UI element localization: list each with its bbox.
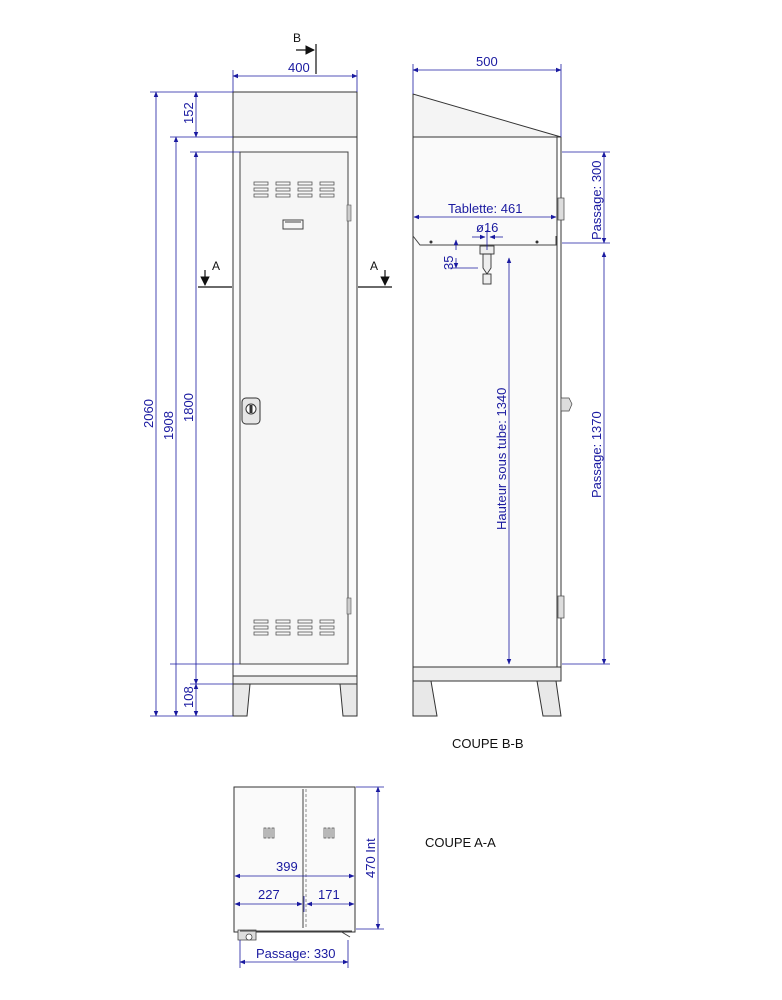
plan-inner-depth-label: 470 Int: [363, 838, 378, 878]
side-foot-left: [413, 681, 437, 716]
section-aa-title: COUPE A-A: [425, 835, 496, 850]
front-base-band: [233, 676, 357, 684]
hinge-top: [347, 205, 351, 221]
door-lock-icon: [242, 398, 260, 424]
side-hinge-bottom: [558, 596, 564, 618]
side-foot-right: [537, 681, 561, 716]
side-depth-label: 500: [476, 54, 498, 69]
front-top-cap: [233, 92, 357, 137]
section-mark-a-left-label: A: [212, 259, 221, 273]
side-lock-icon: [561, 398, 572, 411]
section-mark-a-right-label: A: [370, 259, 379, 273]
section-mark-b-label: B: [293, 31, 302, 45]
side-body: [413, 137, 557, 667]
front-view: [233, 92, 357, 716]
front-door-height-label: 1800: [181, 393, 196, 422]
passage-main-label: Passage: 1370: [589, 411, 604, 498]
passage-top-label: Passage: 300: [589, 160, 604, 240]
section-bb-view: [413, 94, 572, 716]
plan-right-part-label: 171: [318, 887, 340, 902]
plan-inner-width-label: 399: [276, 859, 298, 874]
tube-diameter-label: ø16: [476, 220, 499, 235]
front-body-height-label: 1908: [161, 411, 176, 440]
front-foot-height-label: 108: [181, 686, 196, 708]
front-width-label: 400: [288, 60, 310, 75]
foot-left: [233, 684, 250, 716]
height-under-tube-label: Hauteur sous tube: 1340: [494, 387, 509, 530]
front-total-height-label: 2060: [141, 399, 156, 428]
side-top-cap: [413, 94, 561, 137]
shelf-label: Tablette: 461: [448, 201, 523, 216]
plan-left-part-label: 227: [258, 887, 280, 902]
plan-passage-label: Passage: 330: [256, 946, 336, 961]
tube-offset-label: 35: [441, 255, 456, 270]
side-hinge-top: [558, 198, 564, 220]
front-top-height-label: 152: [181, 102, 196, 124]
hinge-bottom: [347, 598, 351, 614]
foot-right: [340, 684, 357, 716]
section-bb-title: COUPE B-B: [452, 736, 524, 751]
